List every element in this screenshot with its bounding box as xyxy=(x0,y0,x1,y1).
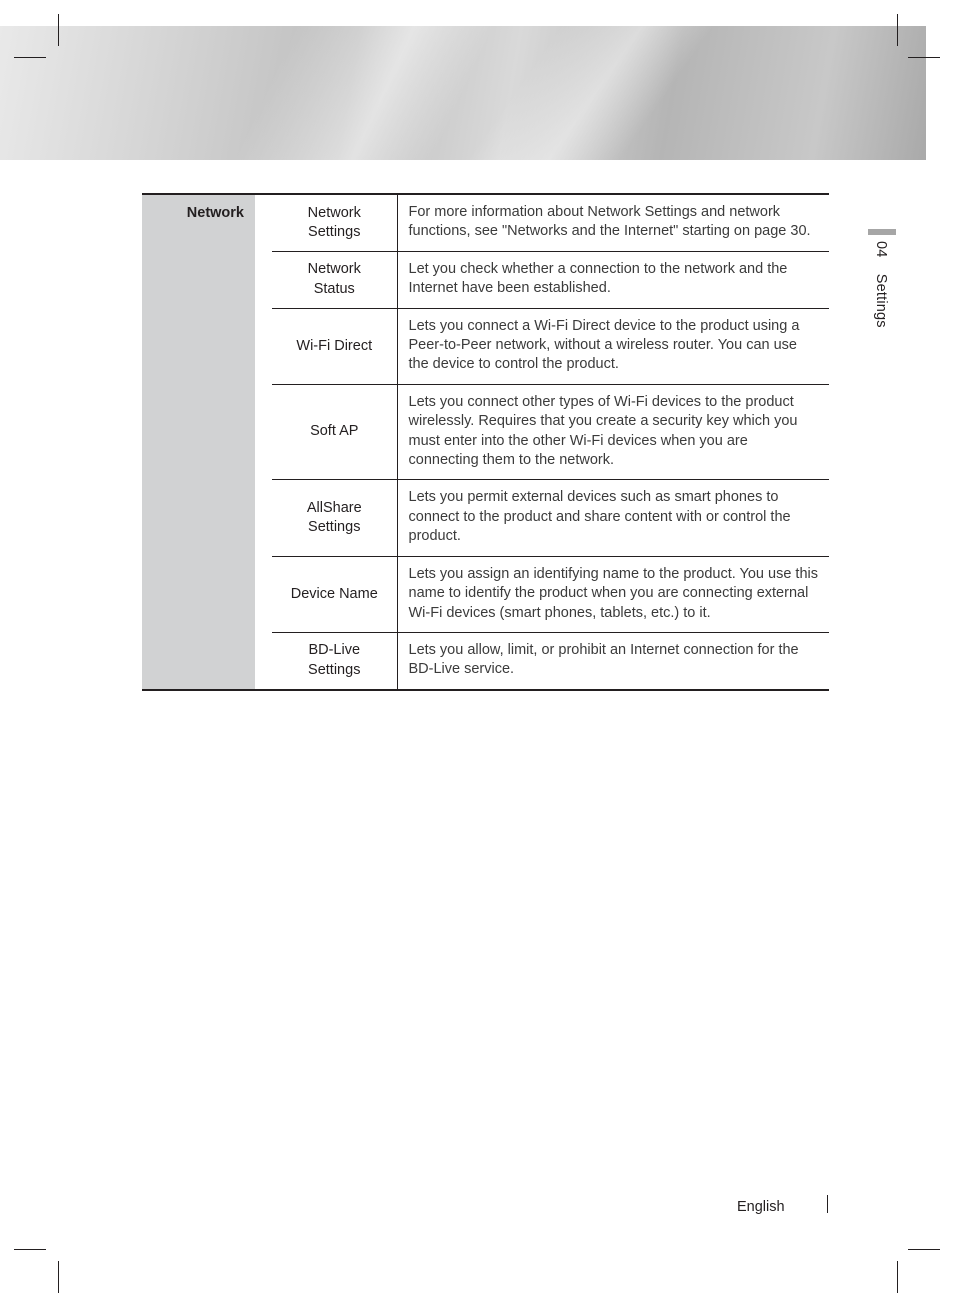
crop-mark xyxy=(58,1261,59,1293)
crop-mark xyxy=(897,1261,898,1293)
chapter-label xyxy=(873,241,889,328)
header-banner xyxy=(0,26,926,160)
setting-name: AllShare Settings xyxy=(272,480,397,556)
crop-mark xyxy=(14,57,46,58)
crop-mark xyxy=(14,1249,46,1250)
setting-description: Let you check whether a connection to the network and the Internet have been established. xyxy=(397,251,829,308)
crop-mark xyxy=(897,14,898,46)
gutter-cell xyxy=(255,194,272,690)
crop-mark xyxy=(908,1249,940,1250)
category-cell: Network xyxy=(142,194,255,690)
crop-mark xyxy=(58,14,59,46)
footer-language: English xyxy=(737,1199,785,1215)
setting-description: For more information about Network Settings and network functions, see "Networks and the Internet" starting on page 30. xyxy=(408,204,811,240)
setting-description: Lets you permit external devices such as smart phones to connect to the product and share content with or control the product. xyxy=(397,480,829,556)
chapter-number: 04 xyxy=(873,241,889,258)
setting-name: BD-Live Settings xyxy=(272,632,397,689)
setting-name: Network Settings xyxy=(272,194,397,251)
setting-description: Lets you assign an identifying name to the product. You use this name to identify the product when you are connecting external Wi-Fi devices (smart phones, tablets, etc.) to it. xyxy=(397,556,829,632)
chapter-title: Settings xyxy=(873,273,889,328)
crop-mark xyxy=(908,57,940,58)
setting-name: Soft AP xyxy=(272,384,397,480)
settings-table xyxy=(142,193,829,691)
setting-name: Network Status xyxy=(272,251,397,308)
setting-description: Lets you connect other types of Wi-Fi devices to the product wirelessly. Requires that you create a security key which you must enter into the other Wi-Fi devices when you are connecting them to the network. xyxy=(397,384,829,480)
footer-separator xyxy=(827,1195,828,1213)
setting-name: Device Name xyxy=(272,556,397,632)
setting-description: Lets you allow, limit, or prohibit an Internet connection for the BD-Live service. xyxy=(397,632,829,689)
chapter-tab-bar xyxy=(868,229,896,235)
setting-name: Wi-Fi Direct xyxy=(272,308,397,384)
setting-description: Lets you connect a Wi-Fi Direct device to the product using a Peer-to-Peer network, without a wireless router. You can use the device to control the product. xyxy=(397,308,829,384)
table-row xyxy=(142,194,829,251)
